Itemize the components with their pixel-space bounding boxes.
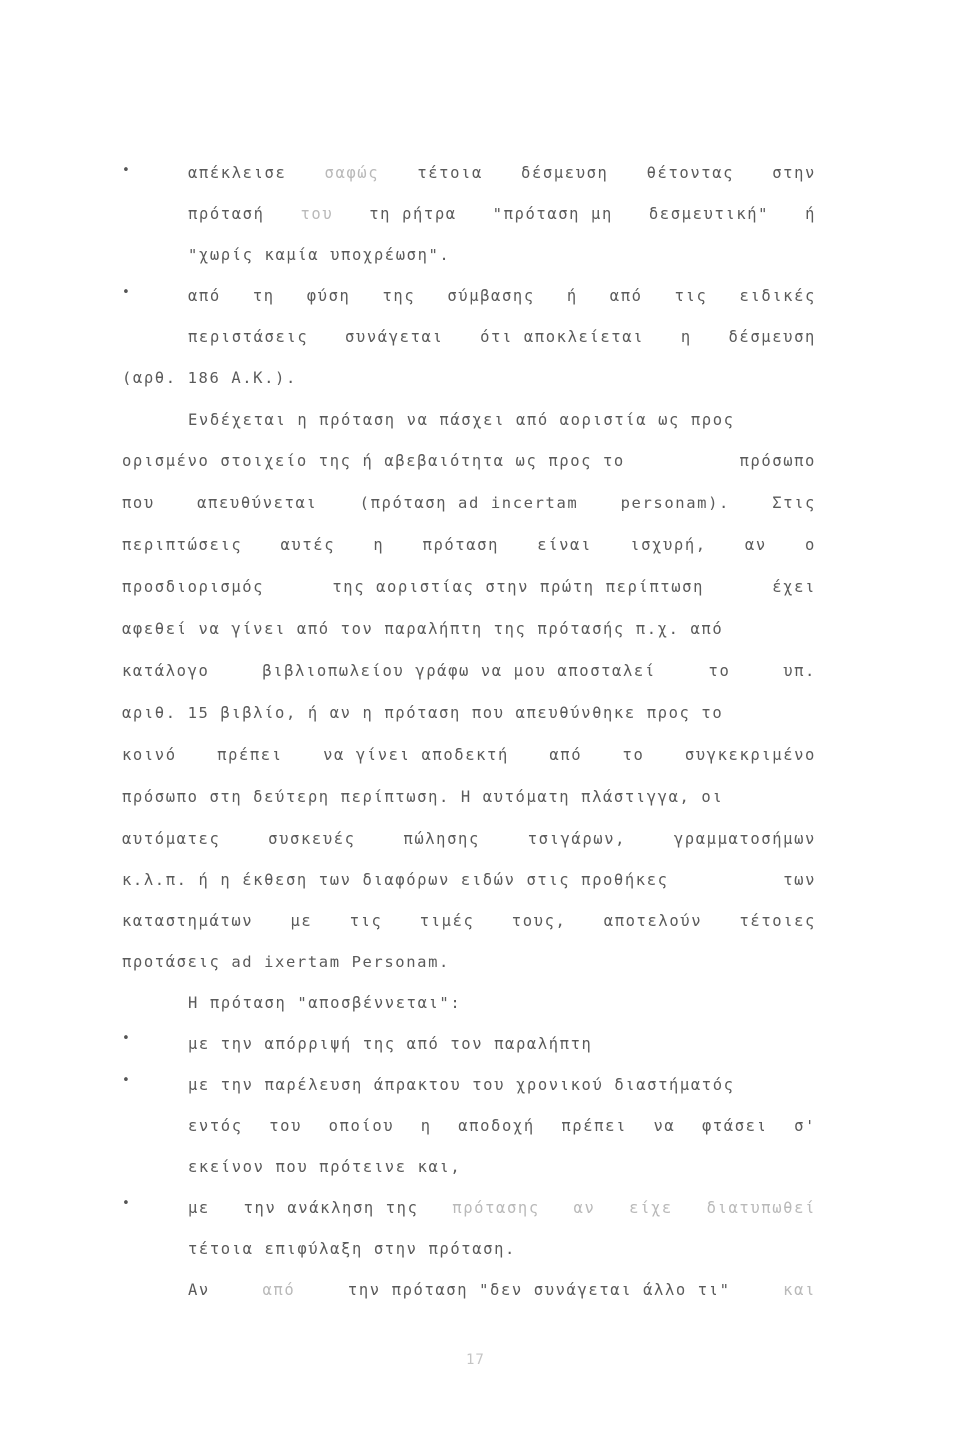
text-line: Ενδέχεται η πρόταση να πάσχει από αοριστία ως προς (188, 411, 735, 429)
bullet-marker: • (122, 163, 130, 178)
text-line: αυτόματες συσκευές πώλησης τσιγάρων, γραμματοσήμων (122, 830, 816, 848)
text-line: πρόσωπο στη δεύτερη περίπτωση. Η αυτόματη πλάστιγγα, οι (122, 788, 724, 806)
text-line: κ.λ.π. ή η έκθεση των διαφόρων ειδών στις προθήκες των (122, 871, 816, 889)
text-line: κοινό πρέπει να γίνει αποδεκτή από το συγκεκριμένο (122, 746, 816, 764)
text-line: περιστάσεις συνάγεται ότι αποκλείεται η δέσμευση (188, 328, 816, 346)
text-line: απέκλεισε σαφώς τέτοια δέσμευση θέτοντας στην (188, 164, 816, 182)
text-line: ορισμένο στοιχείο της ή αβεβαιότητα ως προς το πρόσωπο (122, 452, 816, 470)
text-line: με την ανάκληση της πρότασης αν είχε διατυπωθεί (188, 1199, 816, 1217)
text-line: περιπτώσεις αυτές η πρόταση είναι ισχυρή, αν ο (122, 536, 816, 554)
text-line: (αρθ. 186 Α.Κ.). (122, 369, 297, 387)
text-line: από τη φύση της σύμβασης ή από τις ειδικές (188, 287, 816, 305)
text-line: κατάλογο βιβλιοπωλείου γράφω να μου αποσταλεί το υπ. (122, 662, 816, 680)
bullet-marker: • (122, 1073, 130, 1088)
page-number: 17 (466, 1352, 485, 1368)
text-line: με την παρέλευση άπρακτου του χρονικού διαστήματός (188, 1076, 735, 1094)
text-line: Η πρόταση "αποσβέννεται": (188, 994, 462, 1012)
text-line: προσδιορισμός της αοριστίας στην πρώτη περίπτωση έχει (122, 578, 816, 596)
text-line: καταστημάτων με τις τιμές τους, αποτελούν τέτοιες (122, 912, 816, 930)
text-line: εντός του οποίου η αποδοχή πρέπει να φτάσει σ' (188, 1117, 816, 1135)
text-line: τέτοια επιφύλαξη στην πρόταση. (188, 1240, 516, 1258)
bullet-marker: • (122, 1196, 130, 1211)
text-line: Αν από την πρόταση "δεν συνάγεται άλλο τι" και (188, 1281, 816, 1299)
text-line: που απευθύνεται (πρόταση ad incertam personam). Στις (122, 494, 816, 512)
text-line: πρότασή του τη ρήτρα "πρόταση μη δεσμευτική" ή (188, 205, 816, 223)
text-line: αφεθεί να γίνει από τον παραλήπτη της πρότασής π.χ. από (122, 620, 724, 638)
text-line: "χωρίς καμία υποχρέωση". (188, 246, 451, 264)
text-line: με την απόρριψή της από τον παραλήπτη (188, 1035, 593, 1053)
bullet-marker: • (122, 1031, 130, 1046)
text-line: αριθ. 15 βιβλίο, ή αν η πρόταση που απευθύνθηκε προς το (122, 704, 724, 722)
text-line: εκείνον που πρότεινε και, (188, 1158, 462, 1176)
text-line: προτάσεις ad ixertam Personam. (122, 953, 450, 971)
bullet-marker: • (122, 285, 130, 300)
